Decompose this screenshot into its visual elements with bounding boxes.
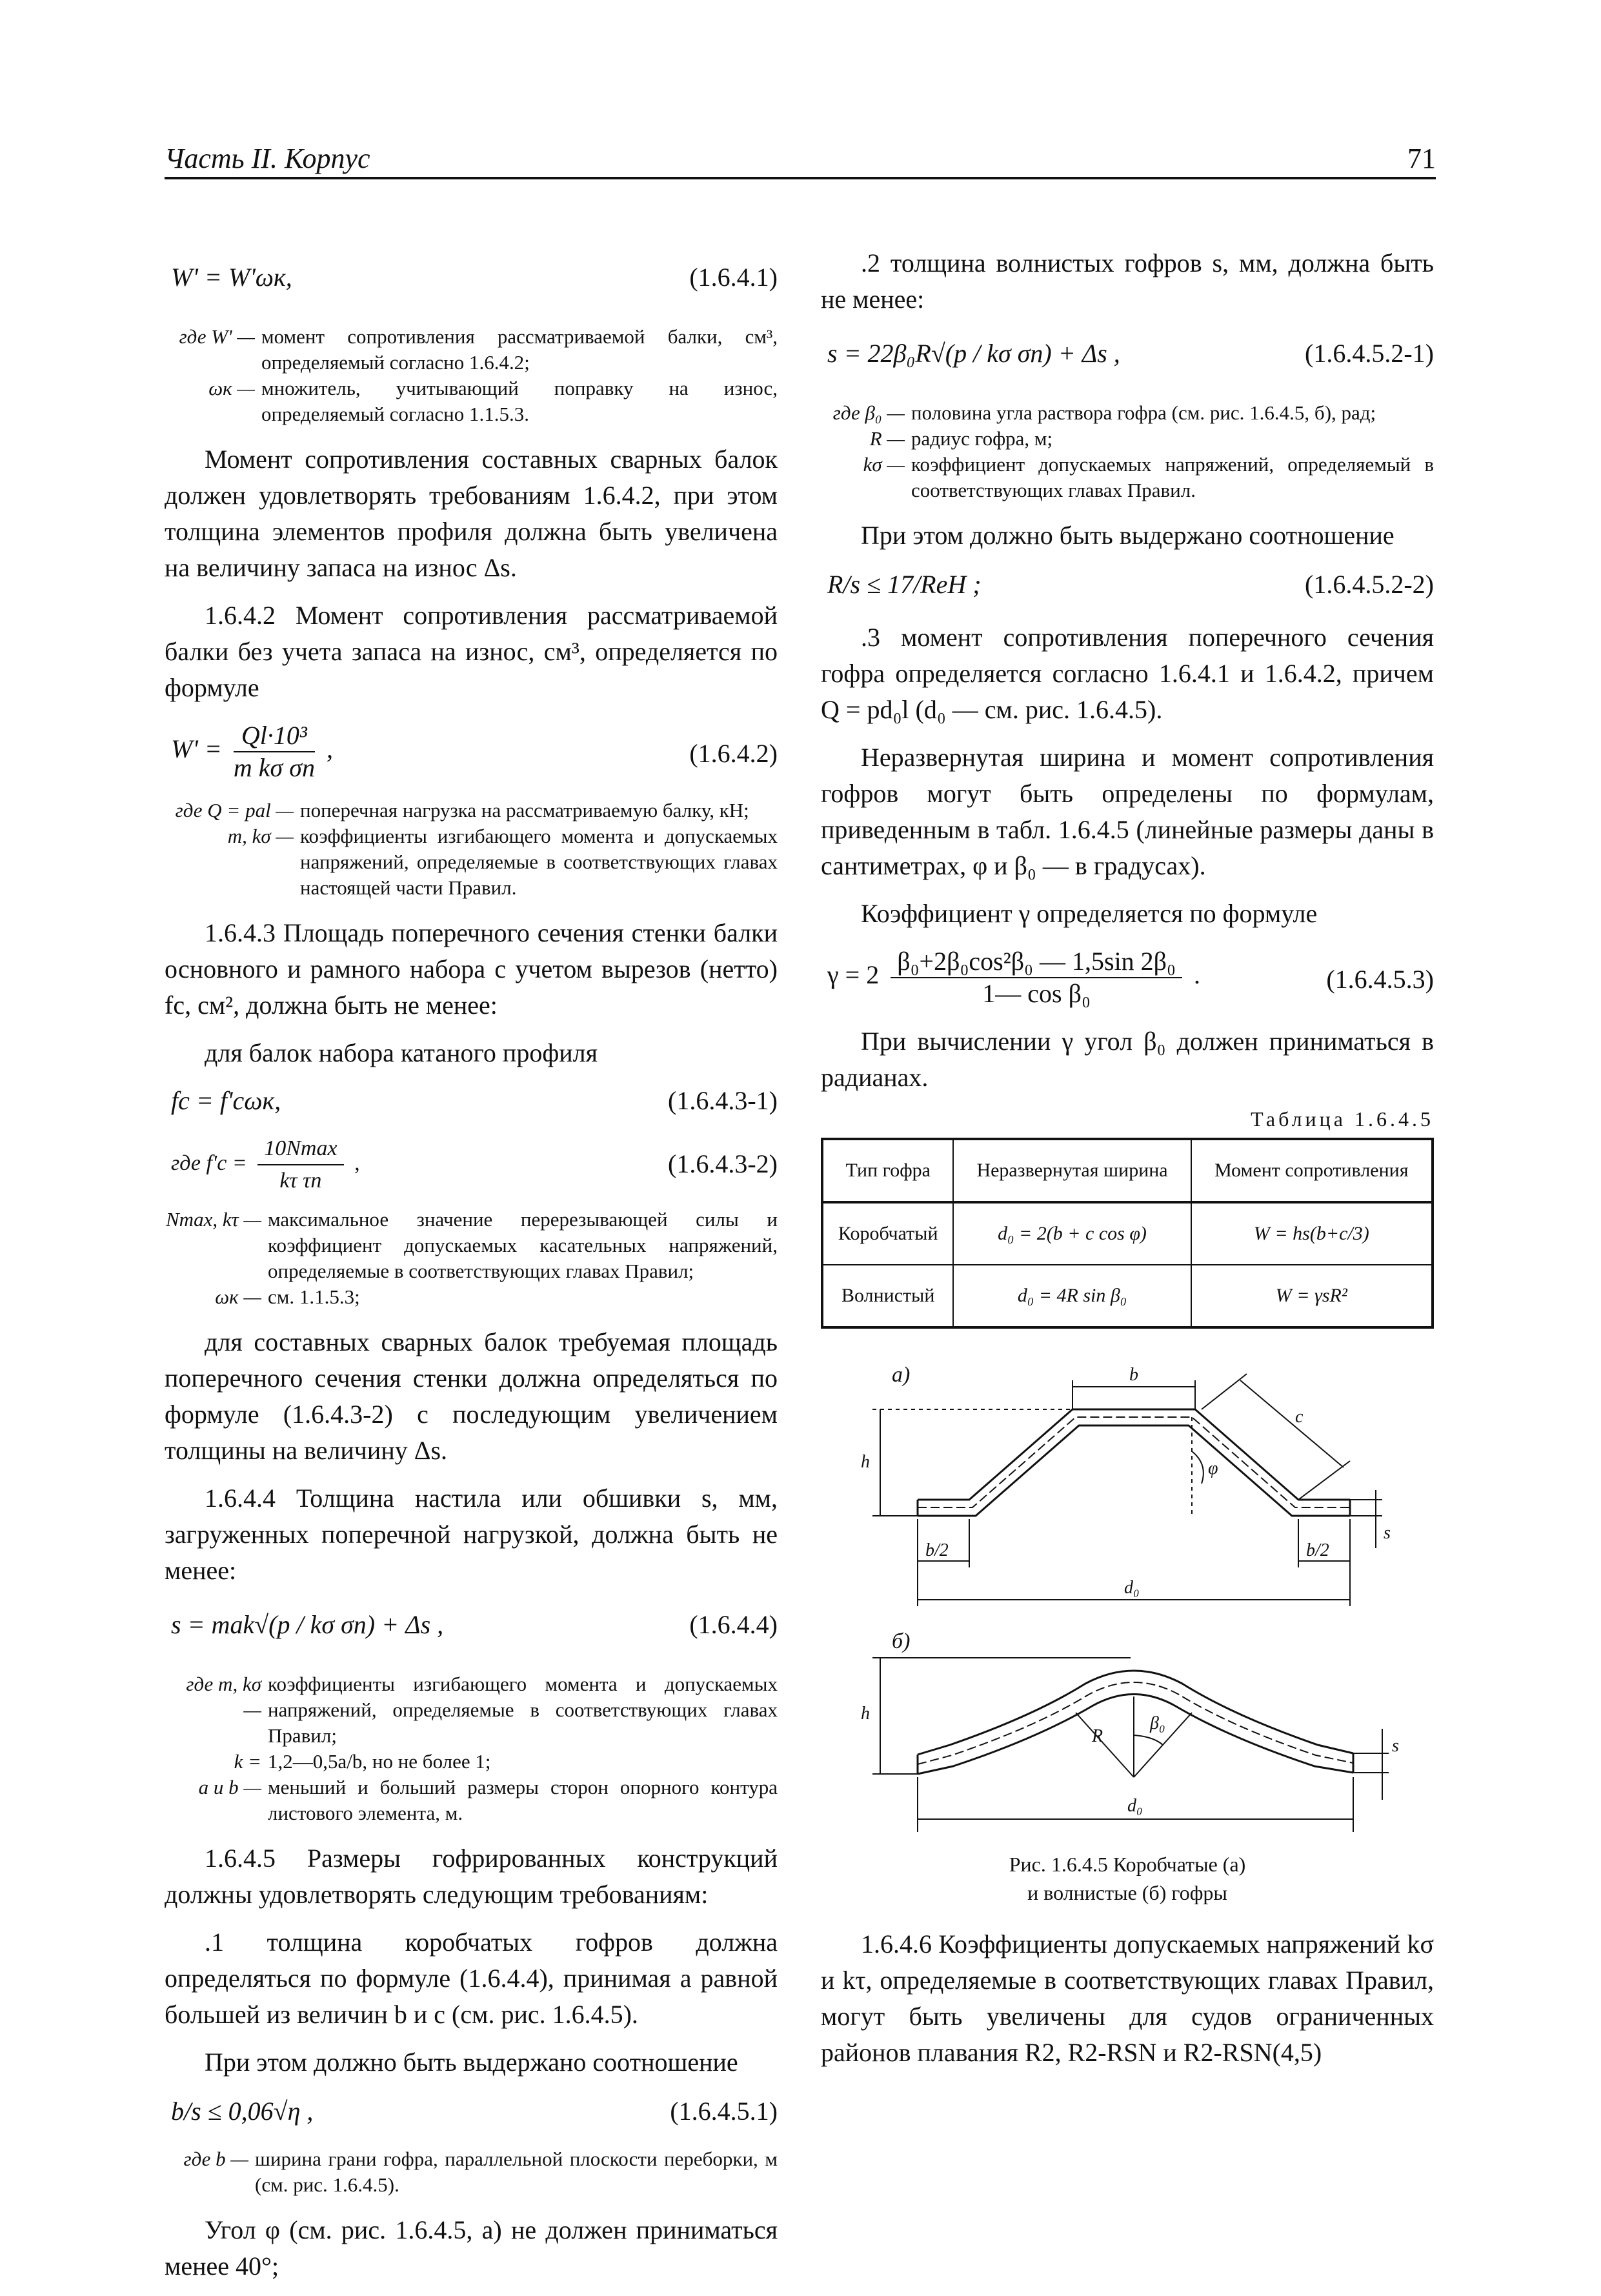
- formula-lhs: W' =: [171, 734, 222, 764]
- where-key: где W' —: [179, 325, 255, 348]
- formula-1-6-4-5-2-1: [821, 329, 1434, 391]
- dim-s-label: s: [1384, 1523, 1391, 1543]
- formula-body: R/s ≤ 17/ReH ;: [827, 570, 982, 599]
- where-row: [165, 1749, 778, 1775]
- where-key: k =: [234, 1750, 261, 1773]
- formula-body: s = 22β₀R√(p / kσ σn) + Δs ,: [827, 339, 1120, 368]
- formula-tail: ,: [326, 734, 333, 764]
- figure-label-b: б): [892, 1629, 911, 1653]
- fraction-numerator: β₀+2β₀cos²β₀ — 1,5sin 2β₀: [891, 946, 1182, 978]
- page-header: [165, 142, 1436, 179]
- dim-b-label: b: [1129, 1365, 1138, 1385]
- formula-number: (1.6.4.5.1): [670, 2097, 778, 2126]
- where-text: см. 1.1.5.3;: [268, 1285, 360, 1308]
- paragraph: Угол φ (см. рис. 1.6.4.5, а) не должен приниматься менее 40°;: [165, 2215, 778, 2281]
- wavy-h-label: h: [861, 1704, 870, 1724]
- header-title: Часть II. Корпус: [165, 143, 370, 174]
- paragraph: При этом должно быть выдержано соотношение: [205, 2048, 738, 2077]
- formula-number: (1.6.4.1): [689, 263, 778, 292]
- page-number: 71: [1407, 143, 1436, 174]
- formula-number: (1.6.4.5.2-2): [1305, 570, 1434, 599]
- where-row: [821, 400, 1434, 426]
- paragraph: для балок набора катаного профиля: [205, 1038, 598, 1067]
- where-text: 1,2—0,5a/b, но не более 1;: [268, 1750, 491, 1773]
- paragraph-1-6-4-4: 1.6.4.4 Толщина настила или обшивки s, мм, загруженных поперечной нагрузкой, должна быть не менее:: [165, 1484, 778, 1585]
- paragraph: .3 момент сопротивления поперечного сечения гофра определяется согласно 1.6.4.1 и 1.6.4.2, причем Q = pd₀l (d₀ — см. рис. 1.6.4.5).: [821, 623, 1434, 724]
- paragraph-1-6-4-5: 1.6.4.5 Размеры гофрированных конструкций должны удовлетворять следующим требованиям:: [165, 1844, 778, 1909]
- formula-fraction: [891, 946, 1182, 1009]
- where-block-2: [165, 798, 778, 901]
- where-text: коэффициенты изгибающего момента и допускаемых напряжений, определяемые в соответствующих главах Правил;: [268, 1673, 778, 1747]
- paragraph: Неразвернутая ширина и момент сопротивления гофров могут быть определены по формулам, приведенным в табл. 1.6.4.5 (линейные размеры даны в сантиметрах, φ и β₀ — в градусах).: [821, 743, 1434, 880]
- formula-lhs: γ = 2: [827, 960, 880, 990]
- table-cell: W = hs(b+c/3): [1191, 1202, 1433, 1265]
- corrugation-table: [821, 1138, 1434, 1329]
- where-block-5: [165, 2146, 778, 2198]
- formula-fraction: [234, 720, 315, 783]
- formula-tail: ,: [354, 1151, 360, 1175]
- formula-1-6-4-4: [165, 1600, 778, 1662]
- paragraph-1-6-4-6: 1.6.4.6 Коэффициенты допускаемых напряжений kσ и kτ, определяемые в соответствующих главах Правил, могут быть увеличены для судов ограниченных районов плавания R2, R2-RSN и R2-RSN(4,5): [821, 1929, 1434, 2067]
- where-text: коэффициенты изгибающего момента и допускаемых напряжений, определяемые в соответствующих главах настоящей части Правил.: [300, 825, 778, 899]
- figure-caption: [821, 1850, 1434, 1907]
- table-header-cell: Неразвернутая ширина: [953, 1139, 1191, 1202]
- table-header-cell: Тип гофра: [822, 1139, 953, 1202]
- table-row: [822, 1202, 1433, 1265]
- paragraph: .2 толщина волнистых гофров s, мм, должна быть не менее:: [821, 248, 1434, 314]
- where-text: множитель, учитывающий поправку на износ, определяемый согласно 1.1.5.3.: [261, 377, 778, 425]
- formula-1-6-4-1: [165, 253, 778, 315]
- where-key: где m, kσ —: [186, 1673, 261, 1721]
- formula-body: s = mak√(p / kσ σn) + Δs ,: [171, 1610, 444, 1639]
- beta0-label: β₀: [1150, 1713, 1165, 1733]
- where-key: R —: [869, 427, 905, 450]
- paragraph-1-6-4-3: 1.6.4.3 Площадь поперечного сечения стенки балки основного и рамного набора с учетом вырезов (нетто) fc, см², должна быть не менее:: [165, 918, 778, 1020]
- where-row: [165, 1775, 778, 1826]
- where-text: меньший и больший размеры сторон опорного контура листового элемента, м.: [268, 1776, 778, 1824]
- where-row: [165, 1207, 778, 1284]
- formula-number: (1.6.4.5.3): [1326, 965, 1434, 994]
- wavy-d0-label: d₀: [1127, 1796, 1143, 1816]
- where-key: где Q = pal —: [175, 799, 294, 821]
- box-corrugation-drawing: [918, 1409, 1350, 1516]
- formula-body: [827, 946, 1200, 1009]
- formula-tail: .: [1193, 960, 1200, 990]
- where-row: [821, 426, 1434, 452]
- wavy-corrugation-drawing: [918, 1671, 1353, 1774]
- where-row: [165, 2146, 778, 2198]
- formula-number: (1.6.4.4): [689, 1610, 778, 1639]
- formula-body: [171, 720, 333, 783]
- formula-number: (1.6.4.5.2-1): [1305, 339, 1434, 368]
- figure-label-a: а): [892, 1363, 911, 1387]
- formula-body: [171, 1133, 360, 1196]
- where-row: [165, 823, 778, 901]
- table-cell: d₀ = 4R sin β₀: [953, 1265, 1191, 1327]
- where-text: момент сопротивления рассматриваемой балки, см³, определяемый согласно 1.6.4.2;: [261, 325, 778, 374]
- table-cell: W = γsR²: [1191, 1265, 1433, 1327]
- where-row: [821, 452, 1434, 503]
- where-text: поперечная нагрузка на рассматриваемую балку, кН;: [300, 799, 749, 821]
- dim-c-label: c: [1295, 1407, 1304, 1427]
- where-key: где b —: [183, 2148, 248, 2170]
- paragraph: При вычислении γ угол β₀ должен приниматься в радианах.: [821, 1027, 1434, 1092]
- dim-b2-label-right: b/2: [1306, 1540, 1329, 1560]
- table-cell: d₀ = 2(b + c cos φ): [953, 1202, 1191, 1265]
- where-key: m, kσ —: [227, 825, 294, 847]
- where-row: [165, 1284, 778, 1310]
- paragraph: Коэффициент γ определяется по формуле: [861, 899, 1318, 928]
- fraction-denominator: kτ τn: [279, 1169, 322, 1193]
- formula-number: (1.6.4.3-2): [668, 1149, 778, 1178]
- table-row: [822, 1265, 1433, 1327]
- where-key: ωк —: [208, 377, 255, 399]
- where-block-4: [165, 1671, 778, 1826]
- figure-caption-line: Рис. 1.6.4.5 Коробчатые (а): [1009, 1853, 1246, 1876]
- formula-body: fc = f'cωк,: [171, 1086, 281, 1115]
- where-text: половина угла раствора гофра (см. рис. 1.6.4.5, б), рад;: [911, 401, 1376, 424]
- fraction-denominator: m kσ σn: [233, 753, 315, 782]
- where-text: радиус гофра, м;: [911, 427, 1053, 450]
- paragraph: Момент сопротивления составных сварных балок должен удовлетворять требованиям 1.6.4.2, при этом толщина элементов профиля должна быть увеличена на величину запаса на износ Δs.: [165, 445, 778, 582]
- formula-1-6-4-5-1: [165, 2092, 778, 2137]
- paragraph: .1 толщина коробчатых гофров должна определяться по формуле (1.6.4.4), принимая a равной большей из величин b и c (см. рис. 1.6.4.5).: [165, 1928, 778, 2029]
- left-column: [165, 245, 778, 2296]
- fraction-numerator: 10Nmax: [257, 1133, 343, 1165]
- dim-d0-label: d₀: [1124, 1578, 1140, 1598]
- formula-1-6-4-3-1: [165, 1083, 778, 1124]
- where-key: kσ —: [863, 453, 905, 476]
- formula-1-6-4-3-2: [165, 1133, 778, 1198]
- where-key: ωк —: [215, 1285, 261, 1308]
- paragraph: При этом должно быть выдержано соотношение: [861, 521, 1395, 550]
- dim-b2-label-left: b/2: [925, 1540, 949, 1560]
- paragraph: для составных сварных балок требуемая площадь поперечного сечения стенки должна определяться по формуле (1.6.4.3-2) с последующим увеличением толщины на величину Δs.: [165, 1327, 778, 1465]
- formula-fraction: [257, 1133, 343, 1196]
- where-block-r1: [821, 400, 1434, 503]
- where-key: a и b —: [198, 1776, 261, 1798]
- table-caption: Таблица 1.6.4.5: [1251, 1107, 1434, 1131]
- radius-r-label: R: [1092, 1726, 1103, 1746]
- table-header-cell: Момент сопротивления: [1191, 1139, 1433, 1202]
- where-block-3: [165, 1207, 778, 1310]
- formula-1-6-4-5-2-2: [821, 565, 1434, 610]
- dim-h-label: h: [861, 1452, 870, 1472]
- fraction-denominator: 1— cos β₀: [982, 979, 1091, 1008]
- paragraph-1-6-4-2: 1.6.4.2 Момент сопротивления рассматриваемой балки без учета запаса на износ, см³, определяется по формуле: [165, 601, 778, 702]
- where-key: где β₀ —: [832, 401, 905, 424]
- wavy-s-label: s: [1392, 1736, 1399, 1756]
- figure-caption-line: и волнистые (б) гофры: [1027, 1881, 1227, 1904]
- where-key: Nmax, kτ —: [166, 1208, 261, 1231]
- right-column: [821, 245, 1434, 2082]
- table-cell: Волнистый: [822, 1265, 953, 1327]
- where-row: [165, 376, 778, 427]
- figure-1-6-4-5: [821, 1354, 1434, 1845]
- table-header-row: [822, 1139, 1433, 1202]
- formula-lhs: где f'c =: [171, 1151, 247, 1175]
- angle-phi-label: φ: [1208, 1458, 1218, 1478]
- where-text: максимальное значение перерезывающей силы и коэффициент допускаемых касательных напряжений, определяемые в соответствующих главах Правил;: [268, 1208, 778, 1282]
- fraction-numerator: Ql·10³: [234, 720, 315, 752]
- formula-1-6-4-2: [165, 718, 778, 789]
- formula-number: (1.6.4.3-1): [668, 1086, 778, 1115]
- table-cell: Коробчатый: [822, 1202, 953, 1265]
- formula-body: b/s ≤ 0,06√η ,: [171, 2097, 314, 2126]
- where-row: [165, 1671, 778, 1749]
- where-block-1: [165, 324, 778, 427]
- formula-1-6-4-5-3: [821, 943, 1434, 1014]
- formula-number: (1.6.4.2): [689, 739, 778, 768]
- where-text: ширина грани гофра, параллельной плоскости переборки, м (см. рис. 1.6.4.5).: [255, 2148, 778, 2196]
- where-text: коэффициент допускаемых напряжений, определяемый в соответствующих главах Правил.: [911, 453, 1434, 501]
- where-row: [165, 798, 778, 823]
- where-row: [165, 324, 778, 376]
- formula-body: W' = W'ωк,: [171, 263, 292, 292]
